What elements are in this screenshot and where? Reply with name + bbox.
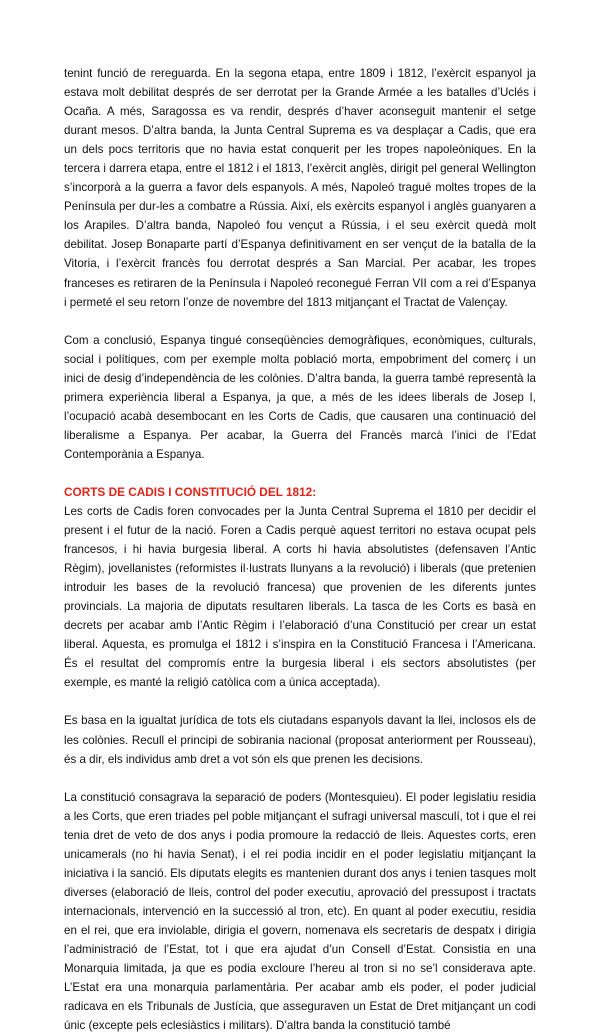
paragraph-war-stages: tenint funció de rereguarda. En la segona etapa, entre 1809 i 1812, l’exèrcit espanyol ja estava molt debilitat després de ser derrotat per la Grande Armée a les batalles d’Uclés i Ocaña. A més, Saragossa es va rendir, després d’haver aconseguit mantenir el setge durant mesos. D’altra banda, la Junta Central Suprema es va desplaçar a Cadis, que era un dels pocs territoris que no havia estat conquerit per les tropes napoleòniques. En la tercera i darrera etapa, entre el 1812 i el 1813, l’exèrcit anglès, dirigit pel general Wellington s’incorporà a la guerra a favor dels espanyols. A més, Napoleó tragué moltes tropes de la Península per dur-les a combatre a Rússia. Així, els exèrcits espanyol i anglès guanyaren a los Arapiles. D’altra banda, Napoleó fou vençut a Rússia, i el seu exèrcit quedà molt debilitat. Josep Bonaparte partí d’Espanya definitivament en ser vençut de la batalla de la Vitoria, i l’exèrcit francès fou derrotat després a San Marcial. Per acabar, les tropes franceses es retiraren de la Península i Napoleó reconegué Ferran VII com a rei d’Espanya i permeté el seu retorn l’onze de novembre del 1813 mitjançant el Tractat de Valençay. (64, 67, 536, 309)
paragraph-juridical-equality: Es basa en la igualtat jurídica de tots els ciutadans espanyols davant la llei, inclosos els de les colònies. Recull el principi de sobirania nacional (proposat anteriorment per Rousseau), és a dir, els individus amb dret a vot són els que prenen les decisions. (64, 714, 536, 766)
section-heading: CORTS DE CADIS I CONSTITUCIÓ DEL 1812: (64, 484, 317, 499)
paragraph-corts-cadis: Les corts de Cadis foren convocades per la Junta Central Suprema el 1810 per decidir el present i el futur de la nació. Foren a Cadis perquè aquest territori no estava ocupat pels francesos, i hi havia burgesia liberal. A corts hi havia absolutistes (defensaven l’Antic Règim), jovellanistes (reformistes il·lustrats llunyans a la revolució) i liberals (que pretenien introduir les bases de la revolució francesa) que provenien de les diferents juntes provincials. La majoria de diputats resultaren liberals. La tasca de les Corts es basà en decrets per acabar amb l’Antic Règim i l’elaboració d’una Constitució per crear un estat liberal. Aquesta, es promulga el 1812 i s’inspira en la Constitució Francesa i l’Americana. És el resultat del compromís entre la burgesia liberal i els sectors absolutistes (per exemple, es manté la religió catòlica com a única acceptada). (64, 504, 536, 690)
paragraph-separation-powers: La constitució consagrava la separació de poders (Montesquieu). El poder legislatiu residia a les Corts, que eren triades pel poble mitjançant el sufragi universal masculí, tot i que el rei tenia dret de veto de dos anys i podia promoure la redacció de lleis. Aquestes corts, eren unicamerals (no hi havia Senat), i el rei podia incidir en el poder legislatiu mitjançant la iniciativa i la sanció. Els diputats elegits es mantenien durant dos anys i tenien tasques molt diverses (elaboració de lleis, control del poder executiu, aprovació del pressupost i tractats internacionals, intervenció en la successió al tron, etc). En quant al poder executiu, residia en el rei, que era inviolable, dirigia el govern, nomenava els secretaris de despatx i dirigia l’administració de l’Estat, tot i que era ajudat d’un Consell d’Estat. Consistia en una Monarquia limitada, ja que es podia excloure l’hereu al tron si no se’l considerava apte. L’Estat era una monarquia parlamentària. Per acabar amb els poder, el poder judicial radicava en els Tribunals de Justícia, que asseguraven un Estat de Dret mitjançant un codi únic (excepte pels eclesiàstics i militars). D’altra banda la constitució també (64, 790, 536, 1033)
paragraph-conclusion: Com a conclusió, Espanya tingué conseqüències demogràfiques, econòmiques, culturals, social i polítiques, com per exemple molta població morta, empobriment del comerç i un inici de desig d’independència de les colònies. D’altra banda, la guerra també representà la primera experiència liberal a Espanya, ja que, a més de les idees liberals de Josep I, l’ocupació acabà desembocant en les Corts de Cadis, que causaren una continuació del liberalisme a Espanya. Per acabar, la Guerra del Francès marcà l’inici de l’Edat Contemporània a Espanya. (64, 333, 536, 461)
